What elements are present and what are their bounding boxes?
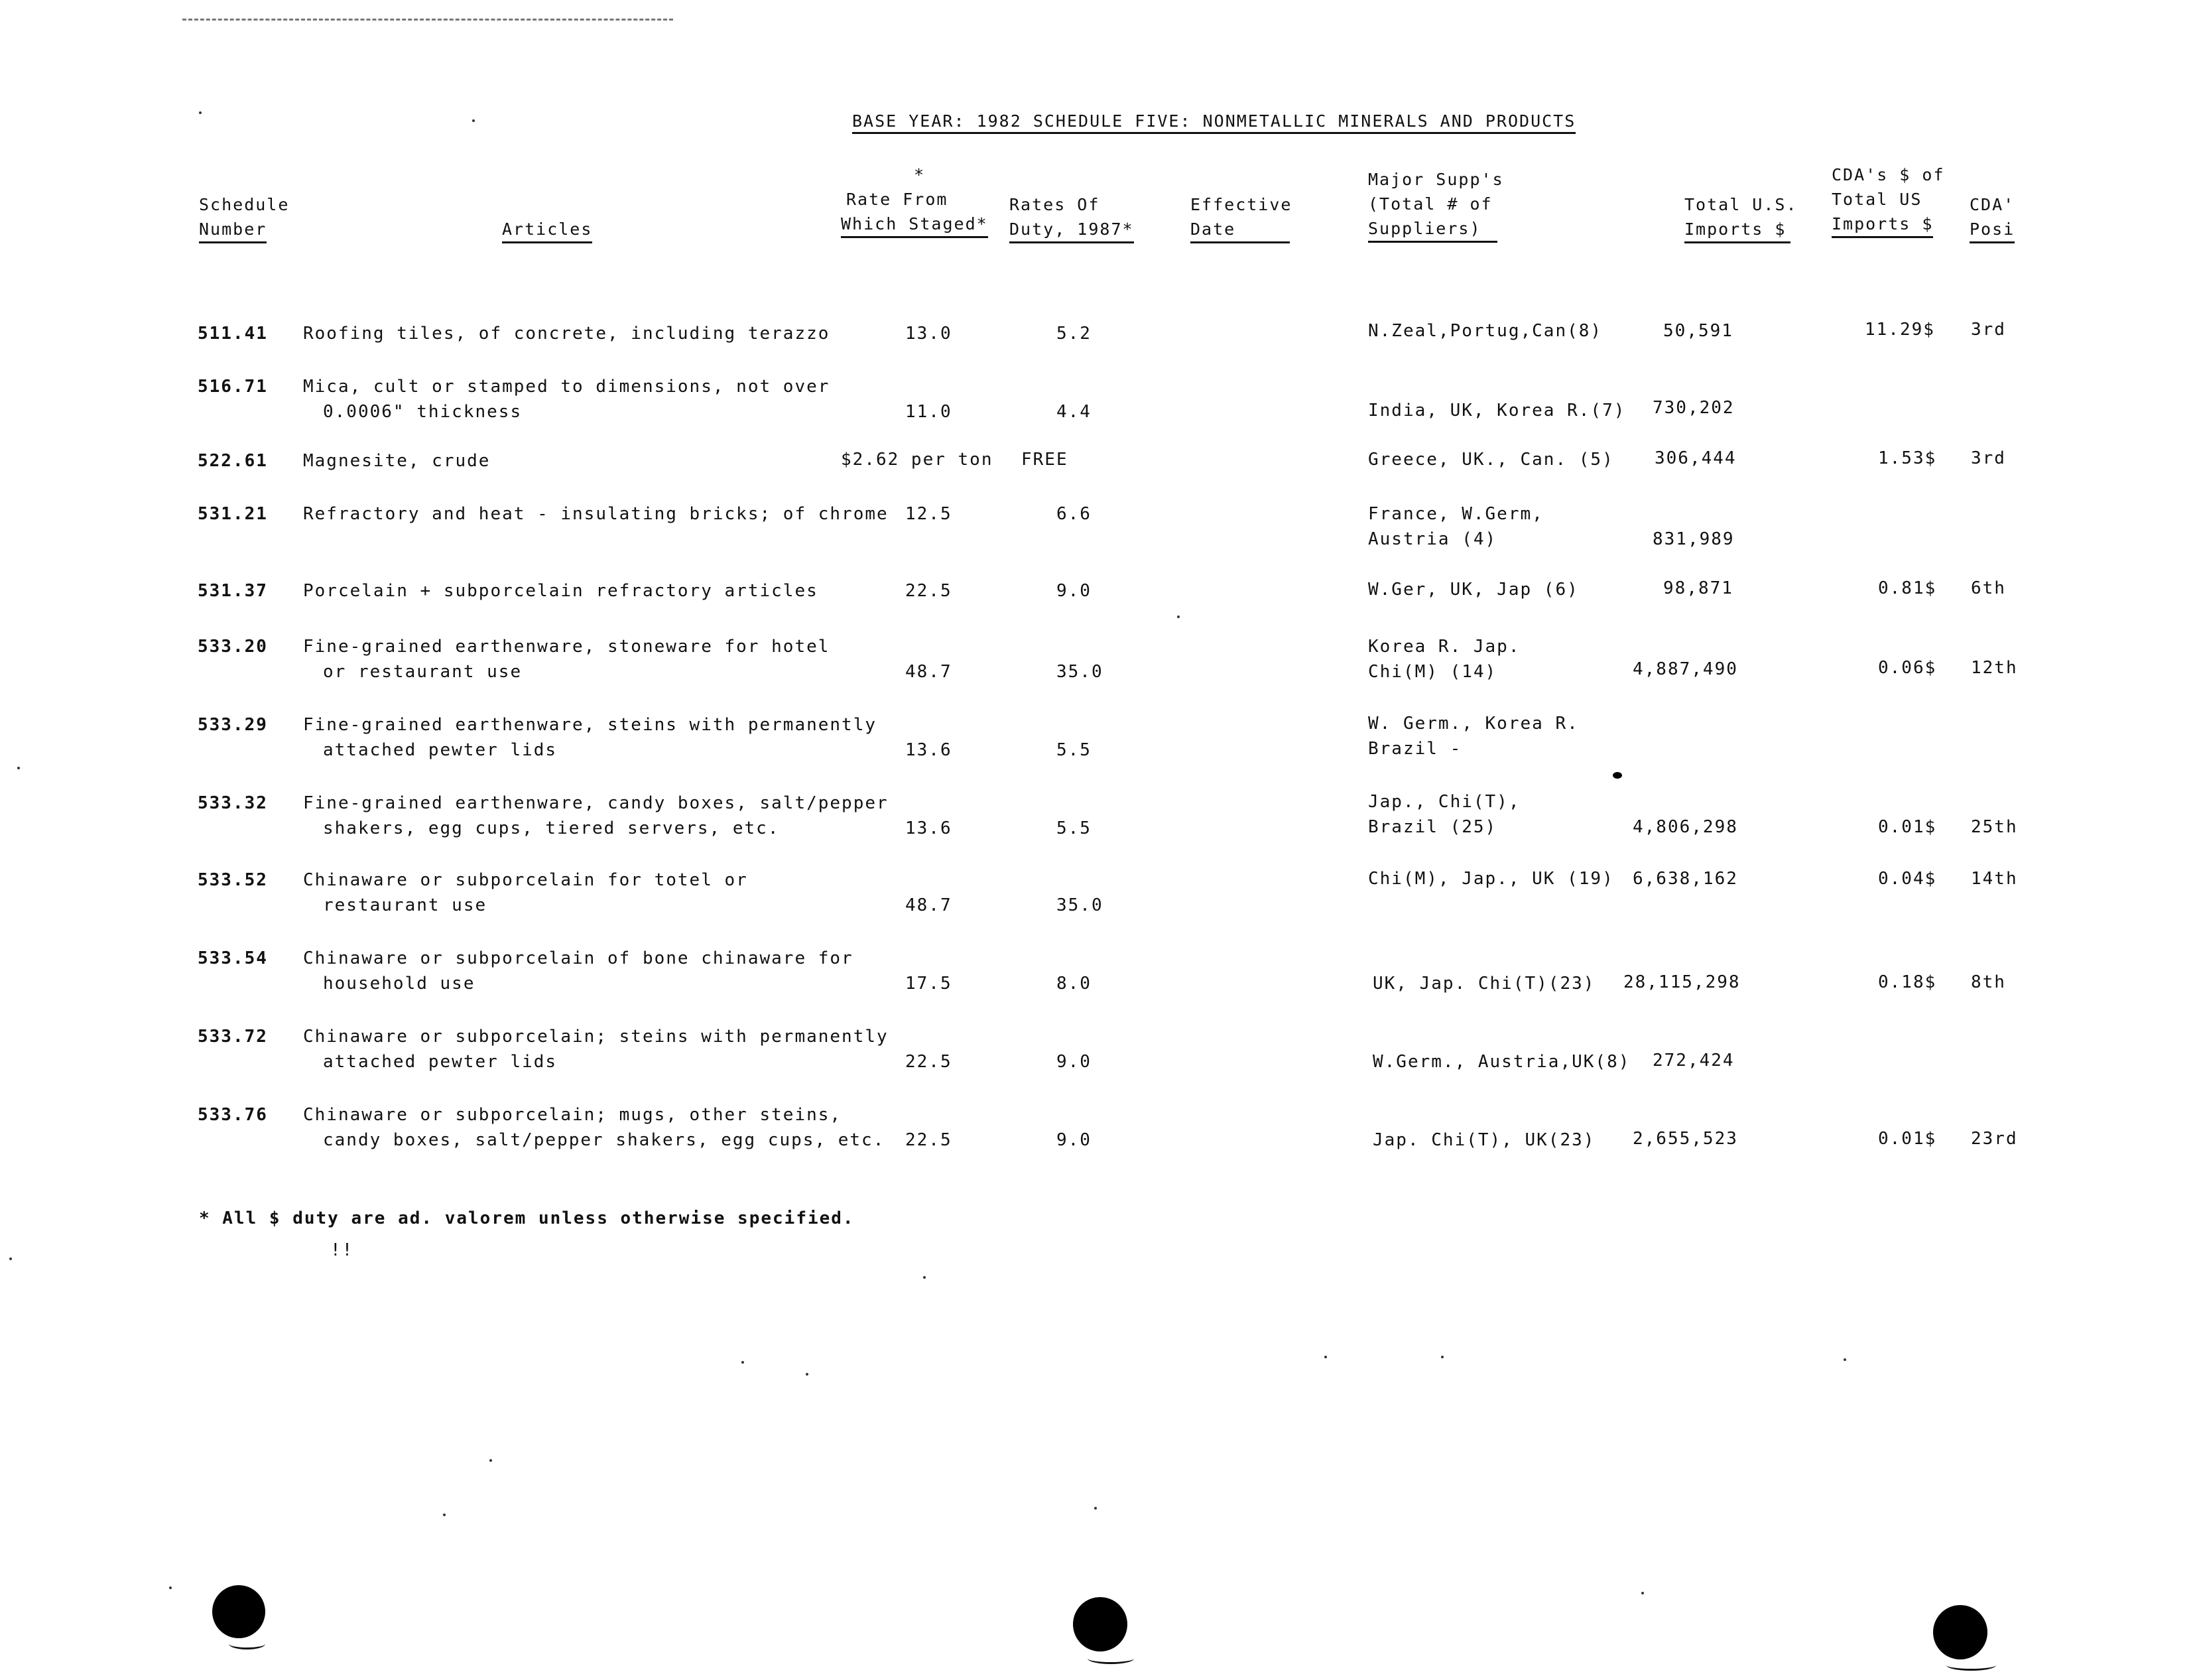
duty-1987: 6.6 [1056,504,1092,524]
suppliers-cont: Brazil (25) [1368,817,1497,837]
header-suppliers-line3: Suppliers) [1368,216,1497,243]
table-row [0,578,2197,631]
schedule-number: 533.32 [198,793,268,813]
article-text: Magnesite, crude [303,451,491,471]
article-text: Fine-grained earthenware, steins with permanently [303,715,877,735]
schedule-number: 533.52 [198,870,268,890]
duty-1987: 9.0 [1056,1130,1092,1150]
total-imports: 28,115,298 [1623,972,1741,992]
suppliers-cont: Chi(M) (14) [1368,662,1497,682]
total-imports: 50,591 [1663,321,1733,341]
cda-position: 12th [1971,658,2018,678]
total-imports: 98,871 [1663,578,1733,598]
suppliers: Chi(M), Jap., UK (19) [1368,869,1614,889]
header-suppliers-line2: (Total # of [1368,194,1493,214]
suppliers: W. Germ., Korea R. [1368,714,1579,734]
suppliers: W.Ger, UK, Jap (6) [1368,580,1579,600]
suppliers: Korea R. Jap. [1368,637,1521,657]
cda-position: 25th [1971,817,2018,837]
rate-from: 17.5 [905,974,952,994]
scan-speck [1641,1592,1644,1594]
rate-from: 11.0 [905,402,952,422]
header-effective-line1: Effective [1190,195,1292,214]
total-imports: 2,655,523 [1633,1129,1738,1149]
table-row [0,374,2197,427]
article-text-cont: household use [323,974,475,994]
header-duty [1009,192,1134,243]
duty-1987: 9.0 [1056,1052,1092,1072]
article-text: Chinaware or subporcelain; steins with permanently [303,1027,889,1047]
duty-1987: 8.0 [1056,974,1092,994]
schedule-number: 533.76 [198,1105,268,1125]
duty-1987: FREE [1021,450,1068,470]
header-total-imports [1684,192,1798,243]
cda-position: 14th [1971,869,2018,889]
suppliers-cont: Austria (4) [1368,529,1497,549]
schedule-number: 533.20 [198,637,268,657]
punch-hole-center [1073,1597,1127,1651]
header-schedule-line2: Number [199,217,267,243]
total-imports: 272,424 [1653,1051,1735,1070]
rate-from: 13.6 [905,818,952,838]
article-text: Refractory and heat - insulating bricks; of chrome [303,504,889,524]
top-scan-marks [182,19,673,23]
suppliers: N.Zeal,Portug,Can(8) [1368,321,1603,341]
suppliers: India, UK, Korea R.(7) [1368,401,1626,420]
rate-from: 48.7 [905,662,952,682]
cda-position: 3rd [1971,320,2006,340]
header-schedule-number [199,192,289,243]
total-imports: 306,444 [1655,448,1737,468]
duty-1987: 5.5 [1056,740,1092,760]
article-text-cont: 0.0006" thickness [323,402,523,422]
scan-speck [472,119,475,122]
scan-speck [923,1276,926,1279]
cda-share: 0.81$ [1878,578,1937,598]
footnote: * All $ duty are ad. valorem unless otherwise specified. [199,1208,855,1228]
header-major-suppliers [1368,167,1504,243]
article-text: Chinaware or subporcelain; mugs, other steins, [303,1105,842,1125]
schedule-number: 533.54 [198,948,268,968]
cda-position: 8th [1971,972,2006,992]
header-pos-line2: Posi [1970,217,2015,243]
table-row [0,448,2197,501]
header-cda-line3: Imports $ [1832,212,1933,238]
rate-from: 48.7 [905,895,952,915]
cda-share: 0.04$ [1878,869,1937,889]
scan-speck [169,1586,172,1589]
duty-1987: 5.2 [1056,324,1092,344]
header-rate-mark: * [914,165,926,184]
scan-speck [741,1361,744,1364]
article-text-cont: attached pewter lids [323,1052,558,1072]
header-rate-from [841,162,988,238]
scan-speck [199,111,202,114]
suppliers: France, W.Germ, [1368,504,1544,524]
header-schedule-line1: Schedule [199,195,290,214]
punch-hole-right-shadow [1946,1659,1996,1671]
article-text: Roofing tiles, of concrete, including terazzo [303,324,830,344]
rate-from: 12.5 [905,504,952,524]
article-text: Fine-grained earthenware, candy boxes, salt/pepper [303,793,889,813]
header-cda-share [1832,162,1945,238]
footnote-mark: !! [330,1240,354,1260]
schedule-number: 531.21 [198,504,268,524]
scan-speck [443,1514,446,1516]
total-imports: 730,202 [1653,398,1735,418]
cda-share: 1.53$ [1878,448,1937,468]
scan-speck [17,767,20,769]
suppliers: Jap., Chi(T), [1368,792,1521,812]
total-imports: 4,806,298 [1633,817,1738,837]
schedule-number: 533.72 [198,1027,268,1047]
table-row [0,501,2197,554]
schedule-number: 511.41 [198,324,268,344]
header-rate-line2: Which Staged* [841,212,988,238]
article-text-cont: shakers, egg cups, tiered servers, etc. [323,818,780,838]
article-text: Fine-grained earthenware, stoneware for hotel [303,637,830,657]
suppliers: UK, Jap. Chi(T)(23) [1373,974,1596,994]
rate-from: 22.5 [905,1052,952,1072]
scan-speck [1441,1356,1444,1358]
header-suppliers-line1: Major Supp's [1368,170,1504,189]
punch-hole-right [1933,1605,1987,1659]
header-duty-line1: Rates Of [1009,195,1100,214]
header-pos-line1: CDA' [1970,195,2015,214]
schedule-number: 522.61 [198,451,268,471]
header-effective-line2: Date [1190,217,1290,243]
table-row [0,712,2197,765]
total-imports: 831,989 [1653,529,1735,549]
header-cda-line2: Total US [1832,190,1922,209]
cda-position: 6th [1971,578,2006,598]
cda-share: 0.18$ [1878,972,1937,992]
suppliers: Jap. Chi(T), UK(23) [1373,1130,1596,1150]
scan-speck [1094,1507,1097,1510]
table-row [0,868,2197,921]
scan-speck [806,1373,808,1376]
header-articles-label: Articles [502,217,592,243]
cda-share: 0.01$ [1878,817,1937,837]
page-title: BASE YEAR: 1982 SCHEDULE FIVE: NONMETALLIC MINERALS AND PRODUCTS [852,111,1576,134]
article-text-cont: or restaurant use [323,662,523,682]
header-imports-line1: Total U.S. [1684,195,1798,214]
punch-hole-left [212,1585,265,1638]
total-imports: 6,638,162 [1633,869,1738,889]
header-effective-date [1190,192,1292,243]
punch-hole-left-shadow [229,1638,265,1649]
schedule-number: 533.29 [198,715,268,735]
scan-speck [1177,615,1180,618]
ink-blot [1613,772,1622,779]
article-text-cont: candy boxes, salt/pepper shakers, egg cups, etc. [323,1130,885,1150]
suppliers: Greece, UK., Can. (5) [1368,450,1614,470]
duty-1987: 5.5 [1056,818,1092,838]
punch-hole-center-shadow [1088,1653,1134,1664]
table-row [0,946,2197,999]
total-imports: 4,887,490 [1633,659,1738,679]
table-row [0,634,2197,687]
article-text: Chinaware or subporcelain of bone chinaware for [303,948,853,968]
cda-share: 11.29$ [1865,320,1935,340]
article-text-cont: restaurant use [323,895,487,915]
schedule-number: 516.71 [198,377,268,397]
article-text: Porcelain + subporcelain refractory articles [303,581,818,601]
header-rate-line1: Rate From [846,190,948,209]
scan-speck [9,1258,12,1260]
schedule-number: 531.37 [198,581,268,601]
duty-1987: 35.0 [1056,662,1103,682]
cda-share: 0.01$ [1878,1129,1937,1149]
rate-from: $2.62 per ton [841,450,993,470]
cda-position: 3rd [1971,448,2006,468]
table-row [0,1024,2197,1077]
duty-1987: 4.4 [1056,402,1092,422]
duty-1987: 9.0 [1056,581,1092,601]
header-cda-line1: CDA's $ of [1832,165,1945,184]
scan-speck [1324,1356,1327,1358]
table-row [0,791,2197,844]
suppliers: W.Germ., Austria,UK(8) [1373,1052,1631,1072]
table-row [0,1102,2197,1155]
rate-from: 13.6 [905,740,952,760]
article-text: Mica, cult or stamped to dimensions, not over [303,377,830,397]
scan-speck [1844,1358,1846,1361]
rate-from: 22.5 [905,1130,952,1150]
duty-1987: 35.0 [1056,895,1103,915]
header-imports-line2: Imports $ [1684,217,1790,243]
scan-speck [489,1459,492,1462]
header-articles [502,217,592,243]
suppliers-cont: Brazil - [1368,739,1462,759]
article-text: Chinaware or subporcelain for totel or [303,870,748,890]
cda-position: 23rd [1971,1129,2018,1149]
rate-from: 22.5 [905,581,952,601]
cda-share: 0.06$ [1878,658,1937,678]
header-cda-position [1970,192,2015,243]
rate-from: 13.0 [905,324,952,344]
table-row [0,321,2197,374]
article-text-cont: attached pewter lids [323,740,558,760]
header-duty-line2: Duty, 1987* [1009,217,1134,243]
